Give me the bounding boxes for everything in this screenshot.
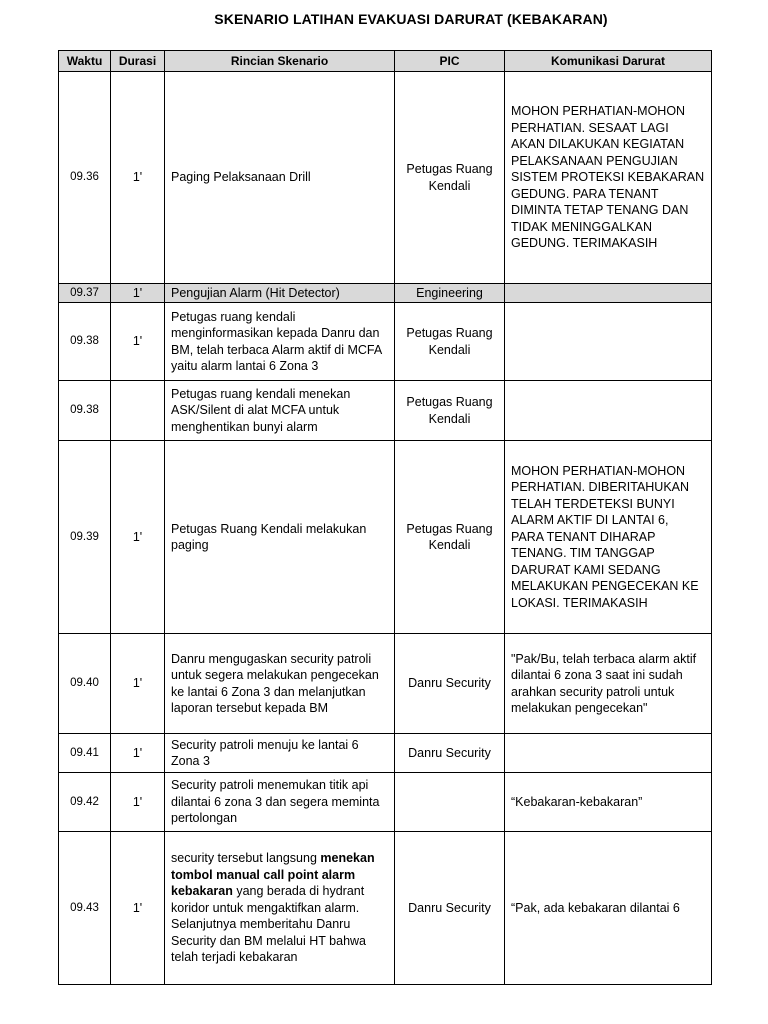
table-row	[59, 734, 712, 773]
scenario-cell: Petugas ruang kendali menekan ASK/Silent di alat MCFA untuk menghentikan bunyi alarm	[165, 381, 395, 441]
time-cell: 09.39	[59, 441, 111, 634]
pic-cell: Petugas Ruang Kendali	[395, 72, 505, 284]
time-cell: 09.37	[59, 284, 111, 303]
scenario-text: yang berada di hydrant koridor untuk mengaktifkan alarm. Selanjutnya memberitahu Danru Security dan BM melalui HT bahwa telah terjadi kebakaran	[171, 884, 366, 965]
communication-cell: MOHON PERHATIAN-MOHON PERHATIAN. DIBERITAHUKAN TELAH TERDETEKSI BUNYI ALARM AKTIF DI LANTAI 6, PARA TENANT DIHARAP TENANG. TIM TANGGAP DARURAT KAMI SEDANG MELAKUKAN PENGECEKAN KE LOKASI. TERIMAKASIH	[505, 441, 712, 634]
scenario-text-emphasis: menekan tombol manual call point alarm kebakaran	[171, 851, 375, 899]
time-cell: 09.43	[59, 832, 111, 985]
table-row	[59, 303, 712, 381]
table-row	[59, 72, 712, 284]
document-title: SKENARIO LATIHAN EVAKUASI DARURAT (KEBAKARAN)	[214, 11, 608, 27]
scenario-cell: Danru mengugaskan security patroli untuk segera melakukan pengecekan ke lantai 6 Zona 3 dan melanjutkan laporan tersebut kepada BM	[165, 634, 395, 734]
communication-cell: “Kebakaran-kebakaran”	[505, 773, 712, 832]
time-cell: 09.41	[59, 734, 111, 773]
header-rincian: Rincian Skenario	[165, 51, 395, 72]
communication-cell: MOHON PERHATIAN-MOHON PERHATIAN. SESAAT LAGI AKAN DILAKUKAN KEGIATAN PELAKSANAAN PENGUJIAN SISTEM PROTEKSI KEBAKARAN GEDUNG. PARA TENANT DIMINTA TETAP TENANG DAN TIDAK MENINGGALKAN GEDUNG. TERIMAKASIH	[505, 72, 712, 284]
duration-cell: 1'	[111, 773, 165, 832]
duration-cell: 1'	[111, 734, 165, 773]
duration-cell: 1'	[111, 72, 165, 284]
communication-cell	[505, 734, 712, 773]
table-row	[59, 381, 712, 441]
duration-cell: 1'	[111, 284, 165, 303]
pic-cell	[395, 773, 505, 832]
duration-cell: 1'	[111, 634, 165, 734]
pic-cell: Petugas Ruang Kendali	[395, 441, 505, 634]
duration-cell: 1'	[111, 832, 165, 985]
header-komunikasi: Komunikasi Darurat	[505, 51, 712, 72]
table-row	[59, 773, 712, 832]
scenario-cell: Petugas ruang kendali menginformasikan kepada Danru dan BM, telah terbaca Alarm aktif di MCFA yaitu alarm lantai 6 Zona 3	[165, 303, 395, 381]
scenario-cell: Security patroli menemukan titik api dilantai 6 zona 3 dan segera meminta pertolongan	[165, 773, 395, 832]
scenario-table	[58, 50, 712, 985]
communication-cell	[505, 381, 712, 441]
header-waktu: Waktu	[59, 51, 111, 72]
scenario-text: security tersebut langsung	[171, 851, 321, 866]
communication-cell	[505, 303, 712, 381]
communication-cell: "Pak/Bu, telah terbaca alarm aktif dilantai 6 zona 3 saat ini sudah arahkan security patroli untuk melakukan pengecekan"	[505, 634, 712, 734]
pic-cell: Engineering	[395, 284, 505, 303]
pic-cell: Petugas Ruang Kendali	[395, 303, 505, 381]
scenario-cell: Paging Pelaksanaan Drill	[165, 72, 395, 284]
time-cell: 09.42	[59, 773, 111, 832]
table-row	[59, 284, 712, 303]
pic-cell: Danru Security	[395, 832, 505, 985]
scenario-cell	[165, 832, 395, 985]
table-row	[59, 441, 712, 634]
table-header-row	[59, 51, 712, 72]
time-cell: 09.38	[59, 381, 111, 441]
header-durasi: Durasi	[111, 51, 165, 72]
table-row	[59, 832, 712, 985]
scenario-cell: Petugas Ruang Kendali melakukan paging	[165, 441, 395, 634]
duration-cell: 1'	[111, 303, 165, 381]
table-row	[59, 634, 712, 734]
header-pic: PIC	[395, 51, 505, 72]
communication-cell	[505, 284, 712, 303]
scenario-cell: Security patroli menuju ke lantai 6 Zona 3	[165, 734, 395, 773]
time-cell: 09.40	[59, 634, 111, 734]
time-cell: 09.38	[59, 303, 111, 381]
time-cell: 09.36	[59, 72, 111, 284]
pic-cell: Petugas Ruang Kendali	[395, 381, 505, 441]
pic-cell: Danru Security	[395, 734, 505, 773]
communication-cell: “Pak, ada kebakaran dilantai 6	[505, 832, 712, 985]
scenario-cell: Pengujian Alarm (Hit Detector)	[165, 284, 395, 303]
pic-cell: Danru Security	[395, 634, 505, 734]
duration-cell	[111, 381, 165, 441]
duration-cell: 1'	[111, 441, 165, 634]
